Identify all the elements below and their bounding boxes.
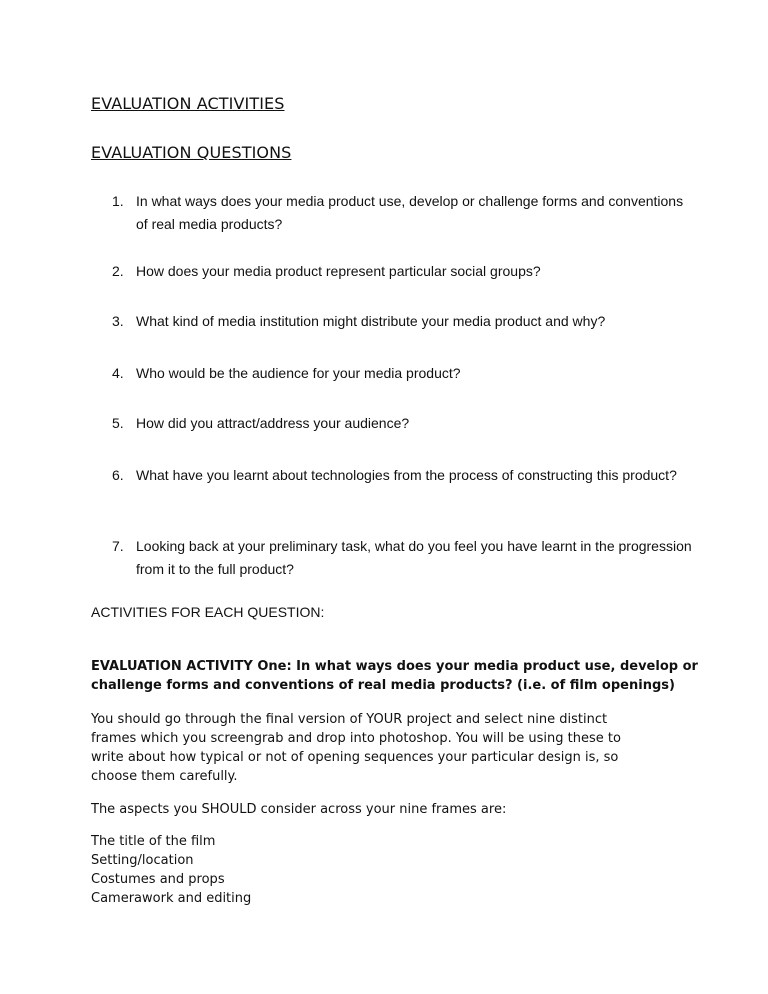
aspect-item: The title of the film bbox=[91, 834, 216, 849]
paragraph-line: write about how typical or not of opening sequences your particular design is, so bbox=[91, 750, 619, 765]
paragraph-line: You should go through the final version of YOUR project and select nine distinct bbox=[91, 712, 608, 727]
question-text: How did you attract/address your audience? bbox=[136, 415, 410, 431]
question-text: In what ways does your media product use, develop or challenge forms and conventions of real media products? bbox=[136, 193, 684, 232]
question-text: Who would be the audience for your media product? bbox=[136, 365, 461, 381]
question-number: 3. bbox=[112, 313, 124, 329]
question-number: 6. bbox=[112, 467, 124, 483]
question-text: What kind of media institution might distribute your media product and why? bbox=[136, 313, 606, 329]
question-number: 7. bbox=[112, 538, 124, 554]
question-number: 1. bbox=[112, 193, 124, 209]
aspects-intro: The aspects you SHOULD consider across your nine frames are: bbox=[91, 802, 507, 817]
activity-one-title-line: challenge forms and conventions of real media products? (i.e. of film openings) bbox=[91, 678, 675, 693]
aspect-item: Costumes and props bbox=[91, 872, 225, 887]
question-number: 2. bbox=[112, 263, 124, 279]
activity-one-title-line: EVALUATION ACTIVITY One: In what ways does your media product use, develop or bbox=[91, 659, 698, 674]
aspect-item: Camerawork and editing bbox=[91, 891, 252, 906]
aspect-item: Setting/location bbox=[91, 853, 194, 868]
activities-for-each-question-heading: ACTIVITIES FOR EACH QUESTION: bbox=[91, 604, 325, 620]
paragraph-line: frames which you screengrab and drop into photoshop. You will be using these to bbox=[91, 731, 621, 746]
paragraph-line: choose them carefully. bbox=[91, 769, 238, 784]
question-text: What have you learnt about technologies from the process of constructing this product? bbox=[136, 467, 677, 483]
question-number: 4. bbox=[112, 365, 124, 381]
activity-one-title bbox=[91, 657, 698, 695]
heading-evaluation-questions: EVALUATION QUESTIONS bbox=[91, 143, 292, 162]
question-text: Looking back at your preliminary task, what do you feel you have learnt in the progression from it to the full product? bbox=[136, 538, 692, 577]
activity-one-paragraph bbox=[91, 710, 691, 786]
heading-evaluation-activities: EVALUATION ACTIVITIES bbox=[91, 94, 285, 113]
question-text: How does your media product represent particular social groups? bbox=[136, 263, 541, 279]
aspects-list bbox=[91, 832, 691, 908]
question-number: 5. bbox=[112, 415, 124, 431]
